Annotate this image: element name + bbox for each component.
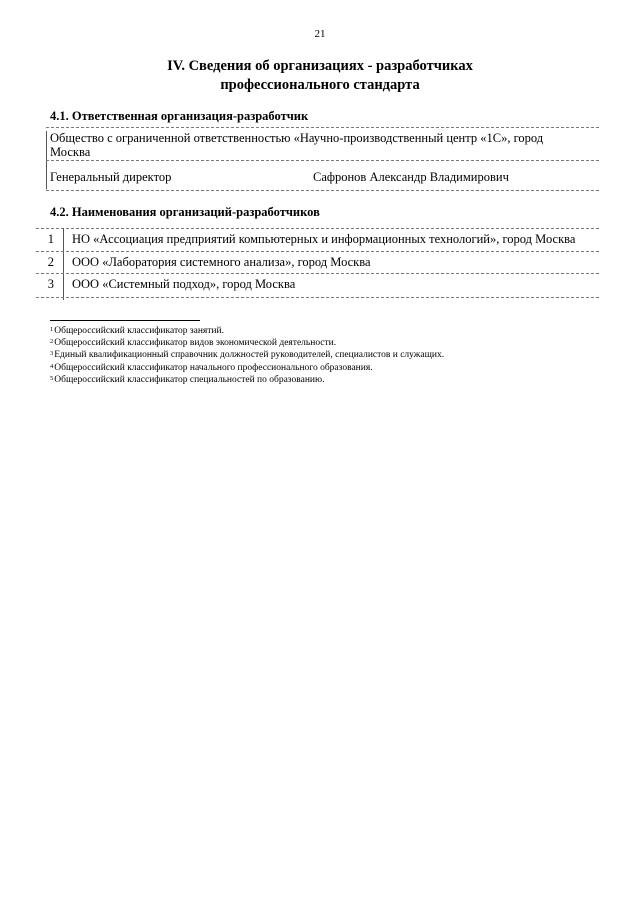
footnote-text: Общероссийский классификатор занятий. bbox=[54, 326, 224, 336]
list-item-name: ООО «Лаборатория системного анализа», город Москва bbox=[72, 255, 371, 269]
responsible-org-line-1: Общество с ограниченной ответственностью «Научно-производственный центр «1С», город bbox=[50, 131, 544, 145]
list-item-name: НО «Ассоциация предприятий компьютерных и информационных технологий», город Москва bbox=[72, 232, 576, 246]
list-item-name: ООО «Системный подход», город Москва bbox=[72, 277, 296, 291]
list-item-number: 2 bbox=[47, 255, 54, 269]
footnote-text: Единый квалификационный справочник должностей руководителей, специалистов и служащих. bbox=[54, 350, 445, 361]
section-title-line-2: профессионального стандарта bbox=[220, 77, 420, 93]
list-row-divider bbox=[36, 273, 599, 274]
footnote-mark: 4 bbox=[50, 362, 54, 370]
responsible-org-name bbox=[50, 131, 570, 159]
list-item-number: 3 bbox=[47, 277, 54, 291]
section-title bbox=[0, 57, 640, 95]
footnote-mark: 2 bbox=[50, 338, 54, 346]
section-title-line-1: IV. Сведения об организациях - разработчиках bbox=[167, 58, 473, 74]
footnote-item bbox=[50, 374, 610, 386]
list-column-divider bbox=[63, 228, 64, 300]
footnote-text: Общероссийский классификатор начального профессионального образования. bbox=[54, 362, 373, 373]
footnotes bbox=[50, 325, 610, 386]
footnote-item bbox=[50, 325, 610, 337]
footnote-mark: 1 bbox=[50, 326, 54, 333]
table-border-top bbox=[46, 127, 599, 128]
footnote-text: Общероссийский классификатор видов экономической деятельности. bbox=[54, 338, 337, 349]
director-name: Сафронов Александр Владимирович bbox=[313, 170, 509, 184]
responsible-org-line-2: Москва bbox=[50, 145, 91, 159]
footnote-item bbox=[50, 337, 610, 349]
responsible-org-heading: 4.1. Ответственная организация-разработчик bbox=[50, 109, 309, 123]
developer-orgs-heading: 4.2. Наименования организаций-разработчиков bbox=[50, 205, 320, 219]
footnote-text: Общероссийский классификатор специальностей по образованию. bbox=[54, 374, 325, 385]
table-row-divider bbox=[46, 160, 599, 161]
footnote-mark: 3 bbox=[50, 350, 54, 358]
director-role: Генеральный директор bbox=[50, 170, 172, 184]
footnote-mark: 5 bbox=[50, 374, 54, 382]
page-number: 21 bbox=[314, 28, 326, 40]
list-border-top bbox=[36, 228, 599, 229]
table-border-bottom bbox=[46, 190, 599, 191]
footnote-separator bbox=[50, 320, 200, 321]
list-border-bottom bbox=[36, 297, 599, 298]
list-item-number: 1 bbox=[47, 232, 54, 246]
footnote-item bbox=[50, 349, 610, 361]
footnote-item bbox=[50, 362, 610, 374]
list-row-divider bbox=[36, 251, 599, 252]
